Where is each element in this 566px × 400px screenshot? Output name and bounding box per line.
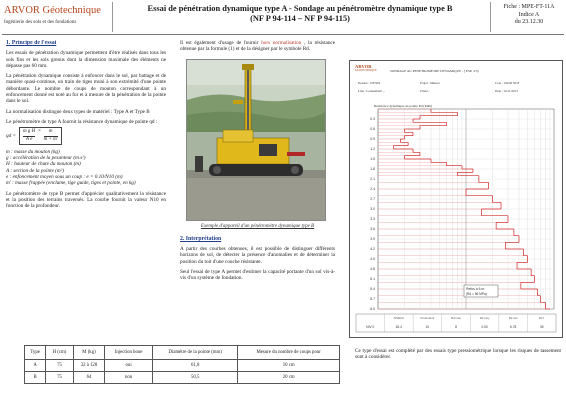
document-reference xyxy=(496,4,562,27)
y-tick-label: 5.1 xyxy=(370,277,375,282)
summary-value: 0.00 xyxy=(481,325,488,329)
y-tick-label: 3.9 xyxy=(370,237,375,242)
fiche-number: Fiche : MPE-FT-11A xyxy=(503,4,555,10)
header xyxy=(0,0,566,34)
y-tick-label: 1.2 xyxy=(370,147,375,152)
meta-label: Projet : xyxy=(420,81,430,85)
photo-caption: Exemple d'appareil d'un pénétromètre dynamique type B xyxy=(200,223,315,229)
text-run: , la résistance obtenue par la formule (1) et de la désigner par le symbole Rd. xyxy=(180,40,336,53)
y-tick-label: 5.7 xyxy=(370,297,375,302)
penetrometer-report xyxy=(349,60,563,338)
document-title xyxy=(120,4,480,24)
summary-label: Profondeur xyxy=(420,316,435,320)
report-logo-sub: GEOTECHNIQUE xyxy=(355,69,377,72)
header-divider xyxy=(112,2,113,32)
table-cell: 20 cm xyxy=(238,372,340,384)
table-cell: B xyxy=(25,372,46,384)
meta-value: Lotissement ... xyxy=(366,89,386,93)
column-example xyxy=(180,40,335,370)
column-principle xyxy=(6,40,166,340)
summary-label: Prof. xyxy=(538,316,545,320)
table-cell: 50,5 xyxy=(152,372,237,384)
section-heading-interpretation: 2. Interprétation xyxy=(180,235,222,242)
table-cell: 64 xyxy=(73,372,105,384)
meta-label: Client : xyxy=(420,89,430,93)
table-cell: 10 cm xyxy=(238,360,340,372)
y-tick-label: 3.6 xyxy=(370,227,375,232)
qd-formula xyxy=(6,127,166,145)
formula-numerator: m xyxy=(48,129,53,135)
formula-box: $\frac{\text{m g H}}{\text{A e}}$ × $\frac{m}{m + m'}$ xyxy=(19,127,62,145)
y-tick-label: 0.6 xyxy=(370,127,375,132)
table-cell: oui xyxy=(105,360,153,372)
table-row xyxy=(25,372,340,384)
y-tick-label: 6.0 xyxy=(370,307,375,312)
header-divider xyxy=(490,2,491,32)
table-cell: 75 xyxy=(46,372,73,384)
column-header: M (kg) xyxy=(73,346,105,360)
paragraph: Les essais de pénétration dynamique permettent d'être réalisés dans tous les sols fins et les sols grenus dont la dimension maximale des éléments ne dépasse pas 60 mm. xyxy=(6,50,166,69)
penetrometer-photo xyxy=(186,59,326,221)
column-header: Injection boue xyxy=(105,346,153,360)
formula-fraction xyxy=(23,129,35,143)
summary-value: 8 xyxy=(455,325,457,329)
table-header-row xyxy=(25,346,340,360)
meta-label: Date : xyxy=(495,89,503,93)
y-tick-label: 0.3 xyxy=(370,117,375,122)
highlighted-text: hors normalisation xyxy=(261,40,302,46)
formula-denominator: A e xyxy=(25,136,33,142)
y-tick-label: 3.3 xyxy=(370,217,375,222)
text-run: Il est également d'usage de fournir xyxy=(180,40,259,46)
y-tick-label: 2.7 xyxy=(370,197,375,202)
table-cell: 61,8 xyxy=(152,360,237,372)
paragraph: Le pénétromètre de type A fournit la résistance dynamique de pointe qd : xyxy=(6,118,158,125)
y-tick-label: 1.8 xyxy=(370,167,375,172)
title-line-2: (NF P 94-114 – NF P 94-115) xyxy=(250,14,350,23)
summary-value: 62.4 xyxy=(395,325,402,329)
y-tick-label: 4.5 xyxy=(370,257,375,262)
title-line-1: Essai de pénétration dynamique type A - Sondage au pénétromètre dynamique type B xyxy=(147,4,453,13)
closing-note: Ce type d'essai est complété par des essais type pressiométrique lorsque les risques de tassement sont à considérer. xyxy=(355,348,561,361)
meta-value: DX32X xyxy=(370,81,381,85)
chart-title: Résistance dynamique de pointe Rd (MPa) xyxy=(374,104,433,108)
column-header: Mesure du nombre de coups pour xyxy=(238,346,340,360)
summary-label: Rd min xyxy=(508,316,518,320)
column-report xyxy=(349,40,561,330)
meta-value: 100.00 NGF xyxy=(503,81,520,85)
fiche-index: Indice A xyxy=(518,11,540,18)
summary-label: Rd max xyxy=(451,316,461,320)
paragraph: La normalisation distingue deux types de matériel : Type A et Type B xyxy=(6,108,150,115)
formula-legend-item: H : hauteur de chute du mouton (m) xyxy=(6,161,81,168)
penetrometer-spec-table xyxy=(24,345,340,384)
formula-legend-item: m : masse du mouton (kg) xyxy=(6,148,60,155)
summary-value: 6.78 xyxy=(510,325,517,329)
table-cell: A xyxy=(25,360,46,372)
y-tick-label: 3.0 xyxy=(370,207,375,212)
formula-numerator: m g H xyxy=(23,129,36,135)
summary-value: NIV 0 xyxy=(366,325,375,329)
meta-label: Dossier : xyxy=(358,81,370,85)
formula-fraction xyxy=(44,129,58,143)
rd-depth-chart xyxy=(350,61,562,337)
paragraph: A partir des courbes obtenues, il est possible de distinguer différents horizons de sol, de détecter la présence d'anomalies et de déterminer la position du toit d'une couche résistante. xyxy=(180,246,335,265)
formula-legend-item: m' : masse frappée (enclume, tige guide, tiges et pointe, en kg) xyxy=(6,180,136,187)
refus-sub: (Rd = 56 MPa) xyxy=(466,292,487,296)
company-subtitle: Ingénierie des sols et des fondations xyxy=(4,20,77,25)
paragraph xyxy=(180,40,335,53)
header-rule xyxy=(2,34,564,35)
fiche-date: du 23.12.30 xyxy=(514,19,544,26)
y-tick-label: 4.2 xyxy=(370,247,375,252)
paragraph: Seul l'essai de type A permet d'estimer la capacité portante d'un sol vis-à-vis d'un système de fondation. xyxy=(180,269,335,282)
meta-label: Lieu : xyxy=(358,89,366,93)
formula-legend-item: g : accélération de la pesanteur (m.s²) xyxy=(6,155,86,162)
formula-legend-item: A : section de la pointe (m²) xyxy=(6,167,64,174)
formula-lhs: qd = xyxy=(6,132,16,139)
column-header: H (cm) xyxy=(46,346,73,360)
meta-label: Cote : xyxy=(495,81,503,85)
y-tick-label: 1.5 xyxy=(370,157,375,162)
paragraph: La pénétration dynamique consiste à enfoncer dans le sol, par battage et de manière quasi-continue, un train de tiges muni à son extrémité d'une pointe débordante. Le nombre de coups de mouton correspondant à un enfoncement donné est noté au fur et à mesure de la pénétration de la pointe dans le sol. xyxy=(6,73,166,105)
y-tick-label: 0.9 xyxy=(370,137,375,142)
penetrometer-illustration xyxy=(187,60,325,220)
column-header: Diamètre de la pointe (mm) xyxy=(152,346,237,360)
summary-label: NIVEAU xyxy=(393,316,405,320)
section-heading-principle: 1. Principe de l'essai xyxy=(6,40,57,46)
y-tick-label: 5.4 xyxy=(370,287,375,292)
meta-value: Maison xyxy=(430,81,440,85)
y-tick-label: 2.4 xyxy=(370,187,375,192)
refus-label: Refus à 6 m xyxy=(466,287,485,291)
summary-label: Rd moy xyxy=(479,316,490,320)
y-tick-label: 2.1 xyxy=(370,177,375,182)
summary-value: 10 xyxy=(425,325,430,329)
company-logo: ARVOR Géotechnique xyxy=(4,5,101,16)
paragraph: Le pénétromètre de type B permet d'apprécier qualitativement la résistance et la position des terrains traversés. La courbe fournit la valeur N10 en fonction de la profondeur. xyxy=(6,190,166,210)
column-header: Type xyxy=(25,346,46,360)
y-tick-label: 4.8 xyxy=(370,267,375,272)
table-row xyxy=(25,360,340,372)
report-heading: SONDAGE AU PENETROMETRE DYNAMIQUE - ( ESP. 3/3) xyxy=(390,69,479,73)
report-logo-name: ARVOR xyxy=(355,64,372,69)
meta-value: 10/11/2013 xyxy=(503,89,518,93)
table-cell: non xyxy=(105,372,153,384)
table-cell: 75 xyxy=(46,360,73,372)
summary-value: 35 xyxy=(539,325,544,329)
table-cell: 32 à 128 xyxy=(73,360,105,372)
formula-legend-item: e : enfoncement moyen sous un coup : e = 0.10/N10 (m) xyxy=(6,174,123,181)
formula-denominator: m + m' xyxy=(43,136,58,142)
